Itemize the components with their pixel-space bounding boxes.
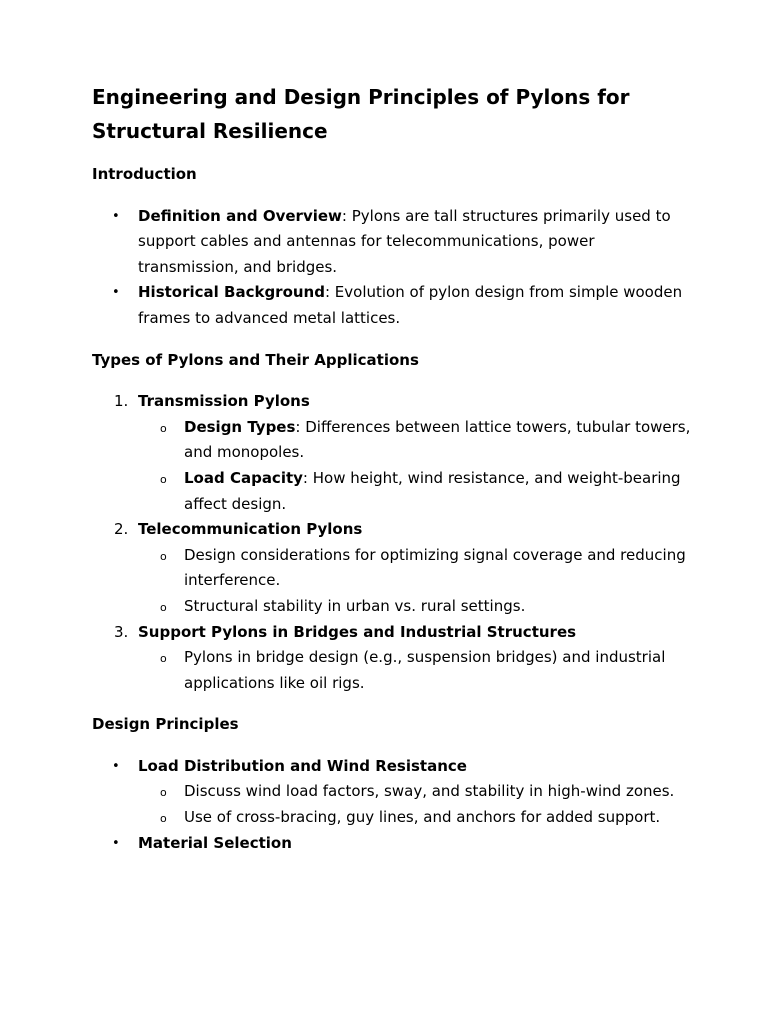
- sub-list: [138, 645, 692, 696]
- item-text: Structural stability in urban vs. rural settings.: [184, 596, 526, 615]
- item-text: Design considerations for optimizing signal coverage and reducing interference.: [184, 545, 686, 590]
- sub-list-item: [138, 645, 692, 696]
- types-list: [92, 389, 692, 696]
- document-title: Engineering and Design Principles of Pylons for Structural Resilience: [92, 85, 630, 143]
- sub-list-item: [138, 466, 692, 517]
- item-label: Load Distribution and Wind Resistance: [138, 756, 467, 775]
- bullet-marker: •: [112, 835, 120, 851]
- section-heading-types: Types of Pylons and Their Applications: [92, 350, 419, 369]
- sub-bullet-marker: o: [160, 421, 167, 435]
- item-label: Support Pylons in Bridges and Industrial Structures: [138, 622, 577, 641]
- list-item: [92, 389, 692, 517]
- sub-bullet-marker: o: [160, 472, 167, 486]
- sub-list: [138, 779, 692, 830]
- section-heading-introduction: Introduction: [92, 165, 197, 183]
- document-page: [92, 80, 692, 872]
- sub-list-item: [138, 779, 692, 805]
- item-text: Use of cross-bracing, guy lines, and anchors for added support.: [184, 808, 661, 827]
- number-marker: 3.: [114, 622, 129, 641]
- item-term: Load Capacity: [184, 468, 303, 487]
- sub-bullet-marker: o: [160, 786, 167, 800]
- sub-bullet-marker: o: [160, 652, 167, 666]
- item-text: : Differences between lattice towers, tubular towers, and monopoles.: [184, 417, 691, 462]
- item-text: : Evolution of pylon design from simple wooden frames to advanced metal lattices.: [138, 283, 683, 327]
- sub-list-item: [138, 805, 692, 831]
- introduction-list: [92, 204, 692, 332]
- list-item: [92, 831, 692, 857]
- item-text: : How height, wind resistance, and weight-bearing affect design.: [184, 468, 681, 513]
- list-item: [92, 204, 692, 281]
- sub-bullet-marker: o: [160, 600, 167, 614]
- item-text: Pylons in bridge design (e.g., suspension bridges) and industrial applications like oil rigs.: [184, 648, 666, 692]
- sub-list-item: [138, 415, 692, 466]
- item-term: Historical Background: [138, 283, 325, 302]
- item-term: Definition and Overview: [138, 206, 342, 225]
- sub-list-item: [138, 594, 692, 620]
- section-heading-design-principles: Design Principles: [92, 715, 239, 734]
- bullet-marker: •: [112, 285, 120, 301]
- sub-bullet-marker: o: [160, 812, 167, 826]
- sub-list-item: [138, 543, 692, 594]
- item-text: Discuss wind load factors, sway, and stability in high-wind zones.: [184, 782, 675, 801]
- number-marker: 2.: [114, 520, 129, 539]
- bullet-marker: •: [112, 758, 120, 774]
- item-term: Design Types: [184, 417, 296, 436]
- design-principles-list: [92, 754, 692, 856]
- item-text: : Pylons are tall structures primarily used to support cables and antennas for telecommunications, power transmission, and bridges.: [138, 206, 671, 276]
- item-label: Transmission Pylons: [138, 392, 310, 411]
- bullet-marker: •: [112, 208, 120, 224]
- list-item: [92, 754, 692, 831]
- list-item: [92, 620, 692, 697]
- number-marker: 1.: [114, 392, 129, 411]
- list-item: [92, 517, 692, 619]
- item-label: Telecommunication Pylons: [138, 520, 363, 539]
- sub-list: [138, 543, 692, 620]
- sub-bullet-marker: o: [160, 549, 167, 563]
- sub-list: [138, 415, 692, 517]
- list-item: [92, 280, 692, 331]
- item-label: Material Selection: [138, 833, 292, 852]
